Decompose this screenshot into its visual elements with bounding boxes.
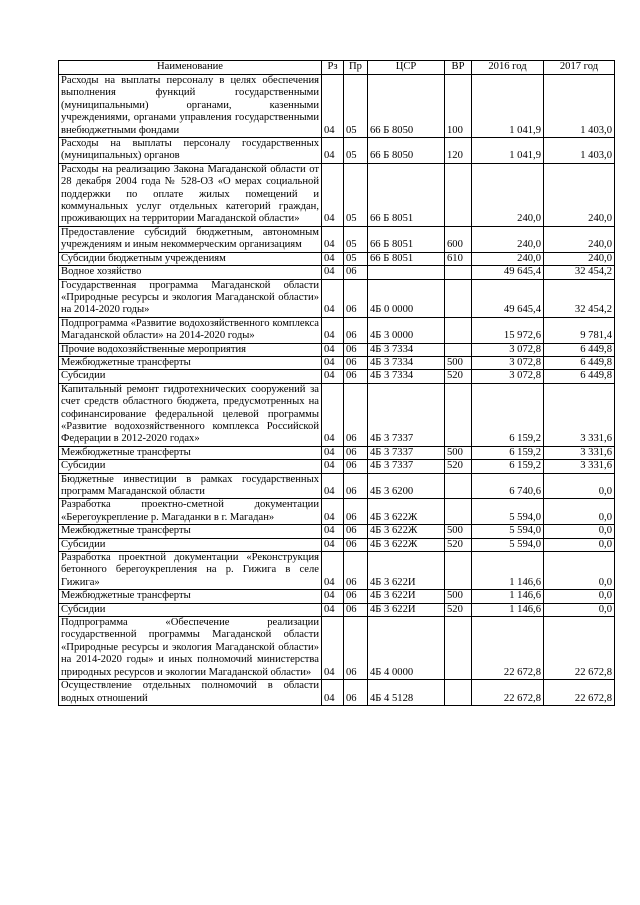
- row-vr-cell: [445, 499, 472, 525]
- row-pr-cell: 06: [344, 552, 368, 590]
- row-rz-cell: 04: [322, 279, 344, 317]
- row-vr-cell: 520: [445, 370, 472, 383]
- row-2017-cell: 0,0: [544, 499, 615, 525]
- row-vr-cell: 600: [445, 226, 472, 252]
- row-2017-cell: 9 781,4: [544, 317, 615, 343]
- row-vr-cell: 500: [445, 446, 472, 459]
- table-row: [59, 680, 615, 706]
- row-name-cell: Прочие водохозяйственные мероприятия: [59, 343, 322, 356]
- row-vr-cell: [445, 680, 472, 706]
- table-row: [59, 552, 615, 590]
- row-name-cell: Расходы на выплаты персоналу государственных (муниципальных) органов: [59, 138, 322, 164]
- row-csr-cell: 66 Б 8051: [368, 252, 445, 265]
- row-pr-cell: 06: [344, 499, 368, 525]
- row-name-cell: Водное хозяйство: [59, 266, 322, 279]
- table-row: [59, 603, 615, 616]
- row-rz-cell: 04: [322, 460, 344, 473]
- row-csr-cell: 4Б 3 7334: [368, 343, 445, 356]
- table-row: [59, 279, 615, 317]
- row-rz-cell: 04: [322, 75, 344, 138]
- row-2016-cell: 5 594,0: [472, 538, 544, 551]
- row-2017-cell: 3 331,6: [544, 460, 615, 473]
- table-row: [59, 590, 615, 603]
- row-name-cell: Субсидии: [59, 603, 322, 616]
- row-csr-cell: 66 Б 8050: [368, 138, 445, 164]
- row-2017-cell: 6 449,8: [544, 343, 615, 356]
- row-rz-cell: 04: [322, 226, 344, 252]
- row-vr-cell: [445, 552, 472, 590]
- table-row: [59, 356, 615, 369]
- row-pr-cell: 06: [344, 343, 368, 356]
- row-name-cell: Государственная программа Магаданской области «Природные ресурсы и экология Магаданской области» на 2014-2020 годы»: [59, 279, 322, 317]
- table-row: [59, 343, 615, 356]
- header-vr: ВР: [445, 61, 472, 75]
- row-2016-cell: 22 672,8: [472, 617, 544, 680]
- row-2017-cell: 6 449,8: [544, 370, 615, 383]
- header-2017: 2017 год: [544, 61, 615, 75]
- row-pr-cell: 06: [344, 370, 368, 383]
- row-vr-cell: 120: [445, 138, 472, 164]
- header-name: Наименование: [59, 61, 322, 75]
- row-pr-cell: 06: [344, 603, 368, 616]
- row-csr-cell: 4Б 3 7337: [368, 460, 445, 473]
- row-pr-cell: 06: [344, 317, 368, 343]
- row-vr-cell: 520: [445, 603, 472, 616]
- row-csr-cell: 4Б 3 6200: [368, 473, 445, 499]
- row-csr-cell: 4Б 3 0000: [368, 317, 445, 343]
- table-row: [59, 163, 615, 226]
- row-rz-cell: 04: [322, 317, 344, 343]
- row-2017-cell: 240,0: [544, 252, 615, 265]
- table-row: [59, 473, 615, 499]
- row-pr-cell: 06: [344, 525, 368, 538]
- row-csr-cell: [368, 266, 445, 279]
- table-row: [59, 226, 615, 252]
- row-pr-cell: 06: [344, 446, 368, 459]
- row-csr-cell: 4Б 3 622И: [368, 552, 445, 590]
- row-2017-cell: 1 403,0: [544, 75, 615, 138]
- row-rz-cell: 04: [322, 252, 344, 265]
- row-name-cell: Межбюджетные трансферты: [59, 356, 322, 369]
- header-csr: ЦСР: [368, 61, 445, 75]
- row-csr-cell: 4Б 3 7337: [368, 446, 445, 459]
- row-2016-cell: 1 041,9: [472, 75, 544, 138]
- row-name-cell: Межбюджетные трансферты: [59, 525, 322, 538]
- row-name-cell: Субсидии бюджетным учреждениям: [59, 252, 322, 265]
- row-2016-cell: 6 159,2: [472, 446, 544, 459]
- row-name-cell: Осуществление отдельных полномочий в области водных отношений: [59, 680, 322, 706]
- row-name-cell: Предоставление субсидий бюджетным, автономным учреждениям и иным некоммерческим организациям: [59, 226, 322, 252]
- row-csr-cell: 4Б 4 5128: [368, 680, 445, 706]
- header-2016: 2016 год: [472, 61, 544, 75]
- document-page: [58, 60, 614, 706]
- budget-table: [58, 60, 615, 706]
- row-pr-cell: 05: [344, 163, 368, 226]
- row-2016-cell: 3 072,8: [472, 343, 544, 356]
- row-vr-cell: [445, 383, 472, 446]
- table-header-row: [59, 61, 615, 75]
- row-csr-cell: 4Б 3 7334: [368, 370, 445, 383]
- row-pr-cell: 06: [344, 460, 368, 473]
- table-row: [59, 370, 615, 383]
- row-vr-cell: [445, 279, 472, 317]
- row-rz-cell: 04: [322, 446, 344, 459]
- row-2016-cell: 6 740,6: [472, 473, 544, 499]
- row-2016-cell: 22 672,8: [472, 680, 544, 706]
- row-csr-cell: 66 Б 8051: [368, 163, 445, 226]
- row-csr-cell: 4Б 3 622И: [368, 590, 445, 603]
- row-2017-cell: 240,0: [544, 226, 615, 252]
- row-pr-cell: 06: [344, 266, 368, 279]
- row-2017-cell: 22 672,8: [544, 680, 615, 706]
- row-2016-cell: 1 146,6: [472, 552, 544, 590]
- row-pr-cell: 06: [344, 473, 368, 499]
- row-2017-cell: 3 331,6: [544, 383, 615, 446]
- row-rz-cell: 04: [322, 552, 344, 590]
- row-csr-cell: 4Б 3 622Ж: [368, 499, 445, 525]
- row-csr-cell: 4Б 3 622Ж: [368, 525, 445, 538]
- row-rz-cell: 04: [322, 680, 344, 706]
- row-2017-cell: 22 672,8: [544, 617, 615, 680]
- table-row: [59, 499, 615, 525]
- row-vr-cell: 100: [445, 75, 472, 138]
- row-csr-cell: 4Б 3 622И: [368, 603, 445, 616]
- row-pr-cell: 05: [344, 226, 368, 252]
- row-rz-cell: 04: [322, 266, 344, 279]
- table-row: [59, 525, 615, 538]
- row-vr-cell: [445, 266, 472, 279]
- row-name-cell: Разработка проектно-сметной документации «Берегоукрепление р. Магаданки в г. Магадан»: [59, 499, 322, 525]
- row-pr-cell: 06: [344, 538, 368, 551]
- row-csr-cell: 66 Б 8050: [368, 75, 445, 138]
- row-2017-cell: 0,0: [544, 590, 615, 603]
- table-row: [59, 538, 615, 551]
- row-2016-cell: 1 146,6: [472, 590, 544, 603]
- row-rz-cell: 04: [322, 383, 344, 446]
- row-2017-cell: 6 449,8: [544, 356, 615, 369]
- header-pr: Пр: [344, 61, 368, 75]
- row-vr-cell: 610: [445, 252, 472, 265]
- row-vr-cell: [445, 343, 472, 356]
- row-name-cell: Бюджетные инвестиции в рамках государственных программ Магаданской области: [59, 473, 322, 499]
- row-2017-cell: 32 454,2: [544, 279, 615, 317]
- table-body: [59, 75, 615, 706]
- row-name-cell: Межбюджетные трансферты: [59, 590, 322, 603]
- row-2017-cell: 1 403,0: [544, 138, 615, 164]
- row-rz-cell: 04: [322, 525, 344, 538]
- row-pr-cell: 05: [344, 138, 368, 164]
- row-2016-cell: 5 594,0: [472, 525, 544, 538]
- row-name-cell: Подпрограмма «Развитие водохозяйственного комплекса Магаданской области» на 2014-2020 годы»: [59, 317, 322, 343]
- table-row: [59, 446, 615, 459]
- row-pr-cell: 06: [344, 590, 368, 603]
- row-name-cell: Расходы на реализацию Закона Магаданской области от 28 декабря 2004 года № 528-ОЗ «О мерах социальной поддержки по оплате жилых помещений и коммунальных услуг отдельных категорий граждан, проживающих на территории Магаданской области»: [59, 163, 322, 226]
- row-2017-cell: 0,0: [544, 525, 615, 538]
- row-rz-cell: 04: [322, 590, 344, 603]
- row-name-cell: Субсидии: [59, 460, 322, 473]
- row-rz-cell: 04: [322, 603, 344, 616]
- header-rz: Рз: [322, 61, 344, 75]
- row-name-cell: Субсидии: [59, 370, 322, 383]
- row-2017-cell: 0,0: [544, 538, 615, 551]
- row-2017-cell: 32 454,2: [544, 266, 615, 279]
- row-csr-cell: 66 Б 8051: [368, 226, 445, 252]
- row-vr-cell: 500: [445, 525, 472, 538]
- row-2017-cell: 0,0: [544, 473, 615, 499]
- row-2016-cell: 240,0: [472, 226, 544, 252]
- row-vr-cell: 500: [445, 356, 472, 369]
- row-rz-cell: 04: [322, 343, 344, 356]
- row-2016-cell: 240,0: [472, 163, 544, 226]
- row-csr-cell: 4Б 0 0000: [368, 279, 445, 317]
- row-vr-cell: 500: [445, 590, 472, 603]
- row-rz-cell: 04: [322, 138, 344, 164]
- row-rz-cell: 04: [322, 617, 344, 680]
- row-pr-cell: 06: [344, 279, 368, 317]
- row-rz-cell: 04: [322, 163, 344, 226]
- row-rz-cell: 04: [322, 499, 344, 525]
- row-2016-cell: 15 972,6: [472, 317, 544, 343]
- table-row: [59, 460, 615, 473]
- row-pr-cell: 05: [344, 252, 368, 265]
- row-2017-cell: 3 331,6: [544, 446, 615, 459]
- row-2016-cell: 3 072,8: [472, 356, 544, 369]
- row-2016-cell: 1 146,6: [472, 603, 544, 616]
- row-2016-cell: 49 645,4: [472, 266, 544, 279]
- row-2017-cell: 0,0: [544, 552, 615, 590]
- row-vr-cell: [445, 473, 472, 499]
- row-name-cell: Подпрограмма «Обеспечение реализации государственной программы Магаданской области «Природные ресурсы и экология Магаданской области» на 2014-2020 годы» и иных полномочий министерства природных ресурсов и экологии Магаданской области»: [59, 617, 322, 680]
- row-name-cell: Капитальный ремонт гидротехнических сооружений за счет средств областного бюджета, предусмотренных на софинансирование федеральной целевой программы «Развитие водохозяйственного комплекса Российской Федерации в 2012-2020 годах»: [59, 383, 322, 446]
- table-row: [59, 383, 615, 446]
- row-csr-cell: 4Б 4 0000: [368, 617, 445, 680]
- row-rz-cell: 04: [322, 538, 344, 551]
- table-row: [59, 75, 615, 138]
- row-vr-cell: [445, 163, 472, 226]
- row-rz-cell: 04: [322, 370, 344, 383]
- row-vr-cell: 520: [445, 460, 472, 473]
- row-name-cell: Разработка проектной документации «Реконструкция бетонного берегоукрепления на р. Гижига в селе Гижига»: [59, 552, 322, 590]
- row-vr-cell: 520: [445, 538, 472, 551]
- row-2016-cell: 5 594,0: [472, 499, 544, 525]
- table-row: [59, 252, 615, 265]
- row-2017-cell: 0,0: [544, 603, 615, 616]
- row-rz-cell: 04: [322, 356, 344, 369]
- row-name-cell: Межбюджетные трансферты: [59, 446, 322, 459]
- row-2016-cell: 1 041,9: [472, 138, 544, 164]
- row-pr-cell: 06: [344, 617, 368, 680]
- row-rz-cell: 04: [322, 473, 344, 499]
- row-csr-cell: 4Б 3 622Ж: [368, 538, 445, 551]
- table-row: [59, 266, 615, 279]
- row-name-cell: Субсидии: [59, 538, 322, 551]
- row-vr-cell: [445, 617, 472, 680]
- table-row: [59, 138, 615, 164]
- row-2016-cell: 6 159,2: [472, 460, 544, 473]
- row-csr-cell: 4Б 3 7334: [368, 356, 445, 369]
- row-2016-cell: 3 072,8: [472, 370, 544, 383]
- row-pr-cell: 06: [344, 383, 368, 446]
- row-2016-cell: 6 159,2: [472, 383, 544, 446]
- row-2017-cell: 240,0: [544, 163, 615, 226]
- row-csr-cell: 4Б 3 7337: [368, 383, 445, 446]
- row-pr-cell: 06: [344, 680, 368, 706]
- row-vr-cell: [445, 317, 472, 343]
- row-2016-cell: 49 645,4: [472, 279, 544, 317]
- table-row: [59, 617, 615, 680]
- row-pr-cell: 06: [344, 356, 368, 369]
- table-row: [59, 317, 615, 343]
- row-pr-cell: 05: [344, 75, 368, 138]
- row-2016-cell: 240,0: [472, 252, 544, 265]
- row-name-cell: Расходы на выплаты персоналу в целях обеспечения выполнения функций государственными (муниципальными) органами, казенными учреждениями, органами управления государственными внебюджетными фондами: [59, 75, 322, 138]
